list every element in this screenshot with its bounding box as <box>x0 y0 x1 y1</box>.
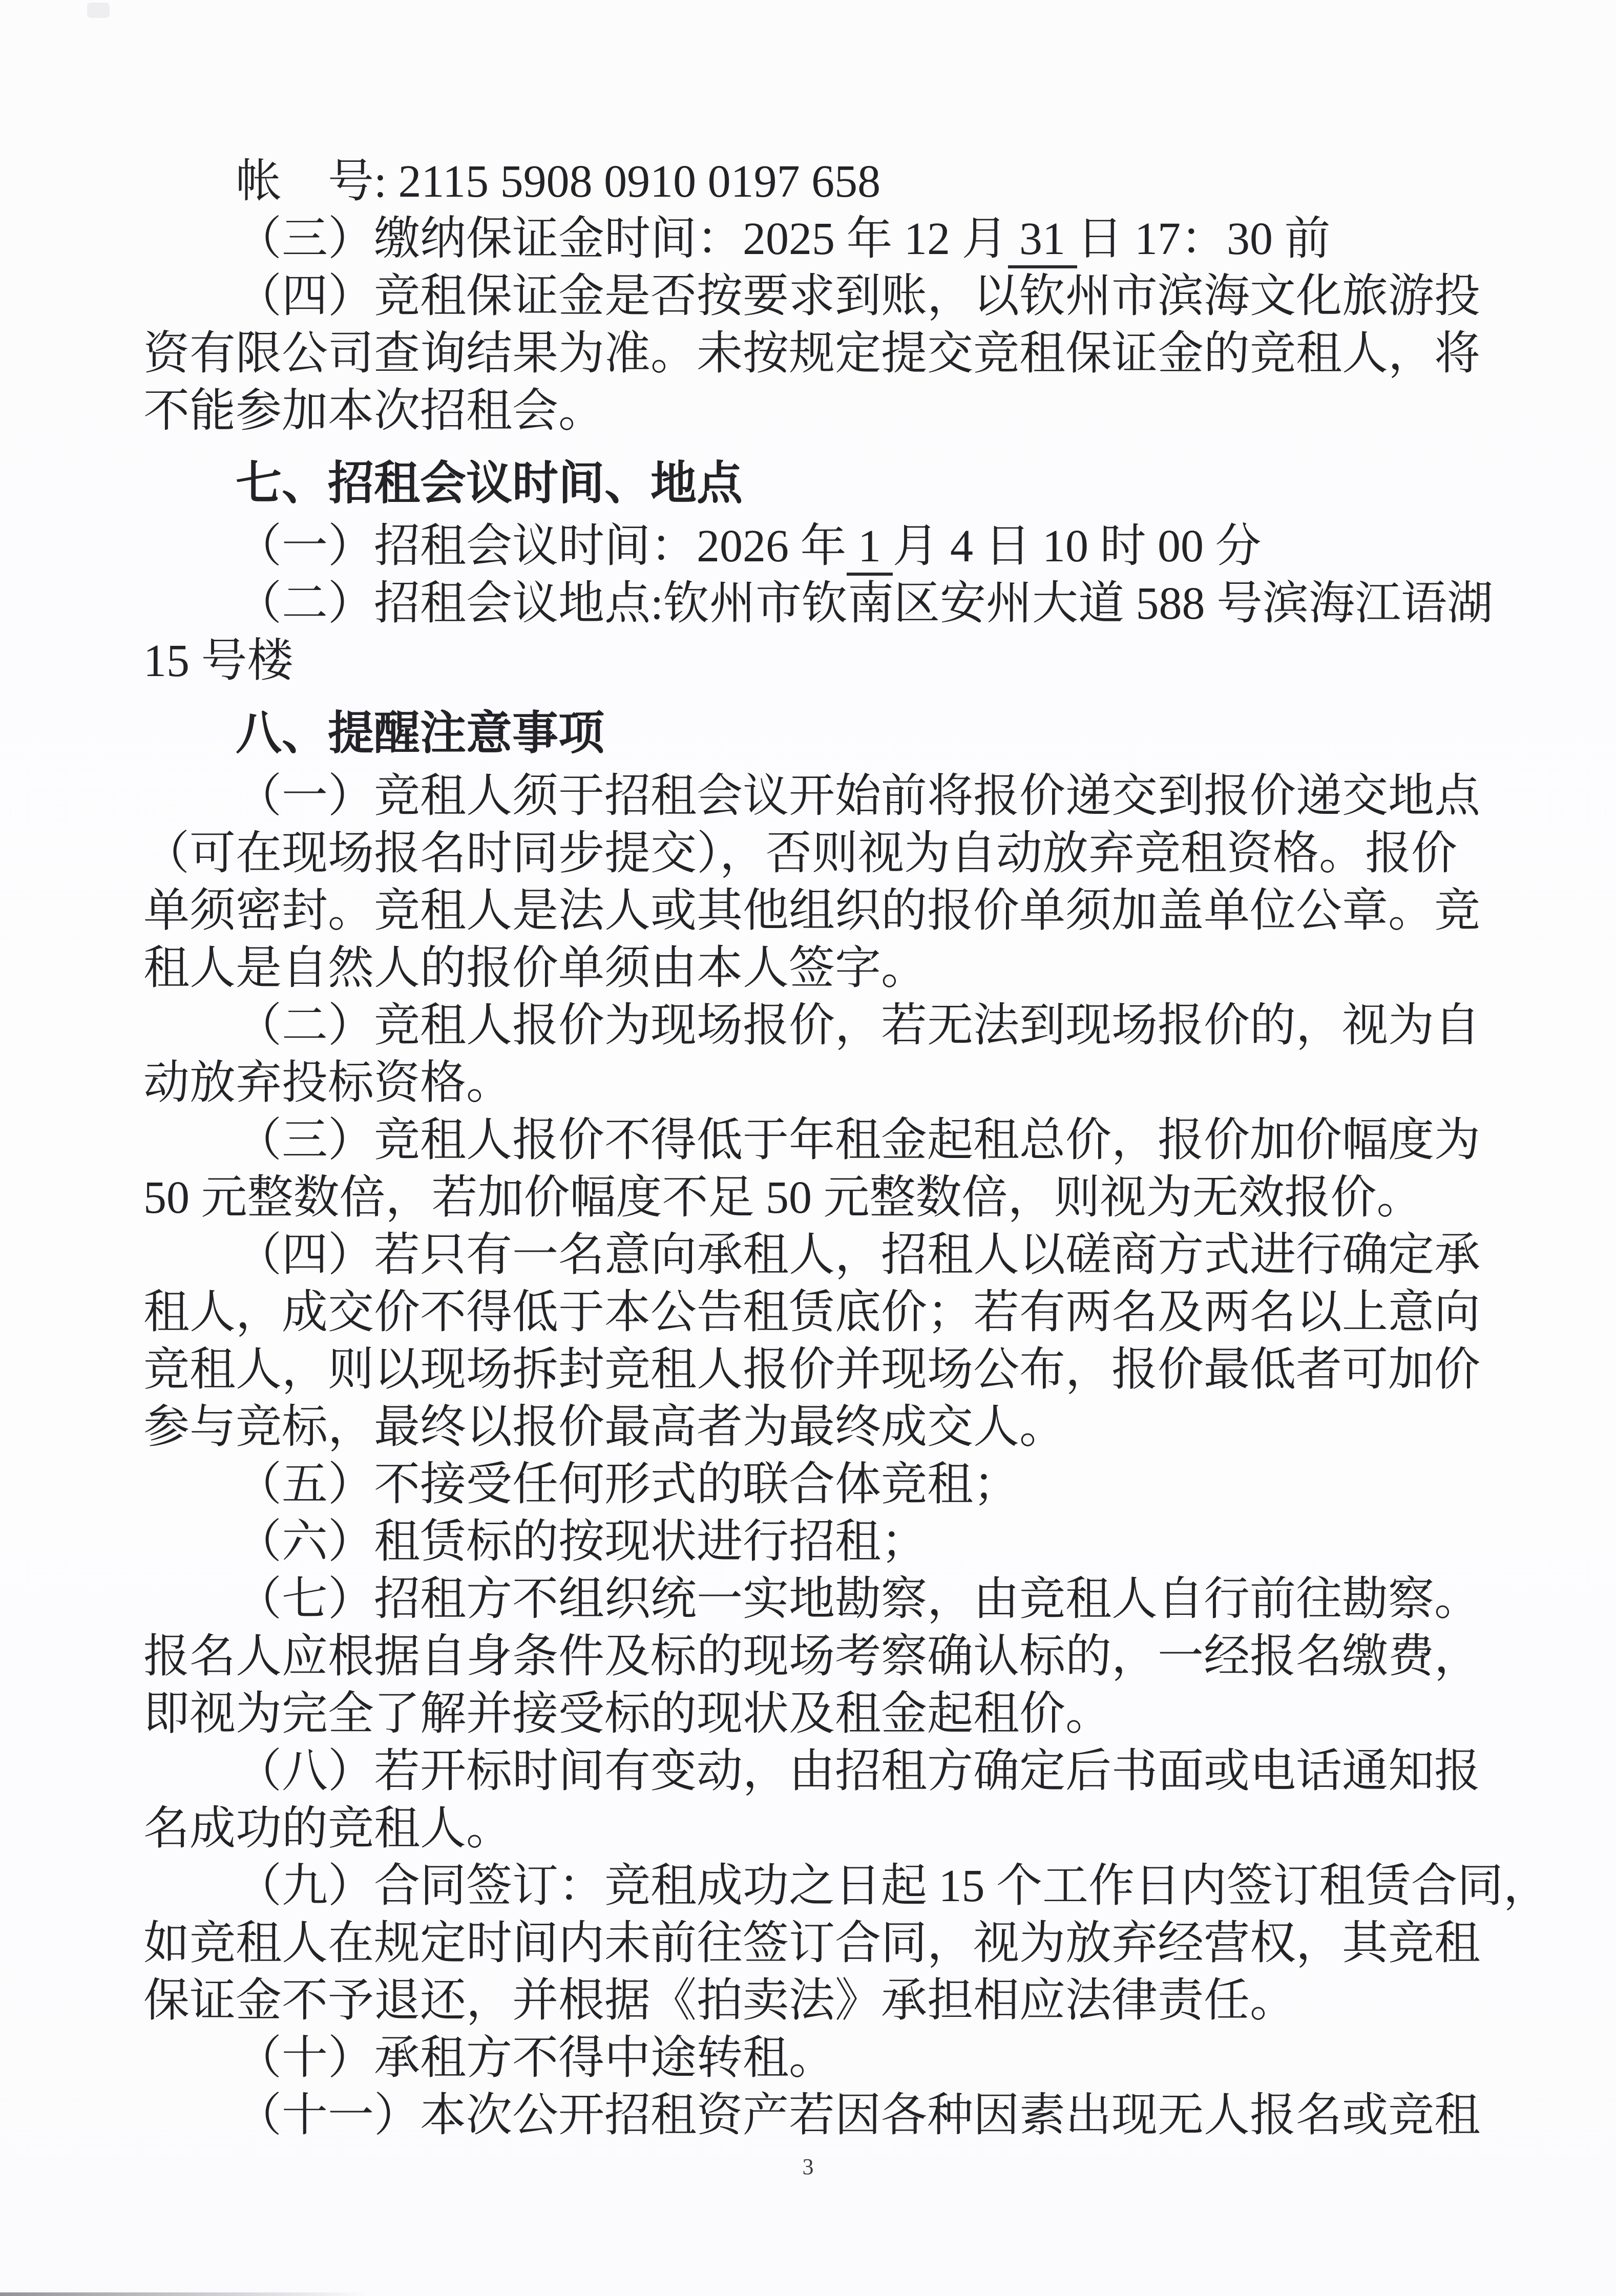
text-segment: （九）合同签订：竞租成功之日起 15 个工作日内签订租赁合同， <box>236 1861 1549 1911</box>
text-segment: 七、招租会议时间、地点 <box>236 458 743 509</box>
text-segment: 保证金不予退还，并根据《拍卖法》承担相应法律责任。 <box>143 1975 1296 2026</box>
text-segment: （六）租赁标的按现状进行招租； <box>236 1516 927 1567</box>
text-segment: （一）竞租人须于招租会议开始前将报价递交到报价递交地点 <box>236 771 1480 821</box>
text-segment: 竞租人，则以现场拆封竞租人报价并现场公布，报价最低者可加价 <box>143 1344 1480 1395</box>
text-line <box>143 210 1485 268</box>
text-segment: 如竞租人在规定时间内未前往签订合同，视为放弃经营权，其竞租 <box>143 1918 1480 1969</box>
text-line <box>143 1513 1485 1571</box>
text-segment: 50 元整数倍，若加价幅度不足 50 元整数倍，则视为无效报价。 <box>143 1172 1423 1223</box>
text-segment: 15 号楼 <box>143 636 293 686</box>
text-segment: （一）招租会议时间：2026 年 <box>236 521 847 572</box>
text-segment: （十一）本次公开招租资产若因各种因素出现无人报名或竞租 <box>236 2090 1480 2141</box>
text-segment: 帐 号: 2115 5908 0910 0197 658 <box>236 156 881 207</box>
text-line <box>143 1571 1485 1628</box>
text-segment: 报名人应根据自身条件及标的现场考察确认标的，一经报名缴费， <box>143 1631 1480 1682</box>
text-line <box>143 1915 1485 1972</box>
text-line <box>143 1628 1485 1686</box>
text-line <box>143 1341 1485 1399</box>
text-line <box>143 1284 1485 1341</box>
text-line <box>143 325 1485 383</box>
underlined-value: 1 <box>847 521 893 576</box>
text-segment: （三）缴纳保证金时间：2025 年 12 月 <box>236 214 1008 264</box>
text-segment: 租人，成交价不得低于本公告租赁底价；若有两名及两名以上意向 <box>143 1287 1480 1338</box>
text-line <box>143 575 1494 633</box>
text-segment: （四）若只有一名意向承租人，招租人以磋商方式进行确定承 <box>236 1230 1480 1280</box>
text-line <box>143 153 1485 210</box>
text-line <box>143 2087 1485 2144</box>
text-line <box>143 940 1485 997</box>
text-segment: 月 4 日 10 时 00 分 <box>892 521 1262 572</box>
text-line <box>143 825 1485 882</box>
text-segment: （十）承租方不得中途转租。 <box>236 2033 835 2083</box>
text-segment: 日 17：30 前 <box>1077 214 1331 264</box>
text-line <box>143 1743 1485 1800</box>
text-line <box>143 633 1485 690</box>
text-segment: 单须密封。竞租人是法人或其他组织的报价单须加盖单位公章。竞 <box>143 886 1480 936</box>
text-line <box>143 1399 1485 1456</box>
text-segment: 即视为完全了解并接受标的现状及租金起租价。 <box>143 1689 1111 1739</box>
text-line <box>143 1686 1485 1743</box>
text-segment: 动放弃投标资格。 <box>143 1058 512 1108</box>
page-number: 3 <box>802 2154 814 2179</box>
text-line <box>143 1972 1485 2030</box>
text-line <box>143 882 1485 940</box>
text-segment: （七）招租方不组织统一实地勘察，由竞租人自行前往勘察。 <box>236 1574 1480 1625</box>
text-segment: （四）竞租保证金是否按要求到账，以钦州市滨海文化旅游投 <box>236 271 1480 322</box>
document-body <box>143 153 1549 2144</box>
text-line <box>143 1858 1549 1915</box>
text-line <box>143 768 1485 825</box>
text-line <box>143 1112 1485 1169</box>
text-segment: （可在现场报名时同步提交），否则视为自动放弃竞租资格。报价 <box>143 828 1457 879</box>
text-segment: （五）不接受任何形式的联合体竞租； <box>236 1459 1019 1510</box>
text-segment: 租人是自然人的报价单须由本人签字。 <box>143 943 927 994</box>
text-line <box>143 1055 1485 1112</box>
text-line <box>143 997 1485 1055</box>
section-heading <box>143 705 1485 763</box>
underlined-value: 31 <box>1008 214 1077 268</box>
scan-artifact-top <box>87 3 110 18</box>
section-heading <box>143 455 1485 513</box>
text-line <box>143 268 1485 325</box>
text-line <box>143 1456 1485 1513</box>
text-segment: 名成功的竞租人。 <box>143 1803 512 1854</box>
text-line <box>143 2030 1485 2087</box>
text-line <box>143 1800 1485 1858</box>
text-line <box>143 1227 1485 1284</box>
text-segment: （三）竞租人报价不得低于年租金起租总价，报价加价幅度为 <box>236 1115 1480 1166</box>
scan-edge-artifact <box>0 2292 369 2296</box>
text-line <box>143 518 1485 575</box>
text-segment: 八、提醒注意事项 <box>236 708 604 759</box>
text-segment: （八）若开标时间有变动，由招租方确定后书面或电话通知报 <box>236 1746 1480 1797</box>
text-segment: 资有限公司查询结果为准。未按规定提交竞租保证金的竞租人，将 <box>143 328 1480 379</box>
text-segment: 不能参加本次招租会。 <box>143 386 604 436</box>
text-line <box>143 1169 1485 1227</box>
text-segment: （二）招租会议地点:钦州市钦南区安州大道 588 号滨海江语湖 <box>236 578 1494 629</box>
text-segment: 参与竞标，最终以报价最高者为最终成交人。 <box>143 1402 1065 1452</box>
text-line <box>143 383 1485 440</box>
text-segment: （二）竞租人报价为现场报价，若无法到现场报价的，视为自 <box>236 1000 1480 1051</box>
